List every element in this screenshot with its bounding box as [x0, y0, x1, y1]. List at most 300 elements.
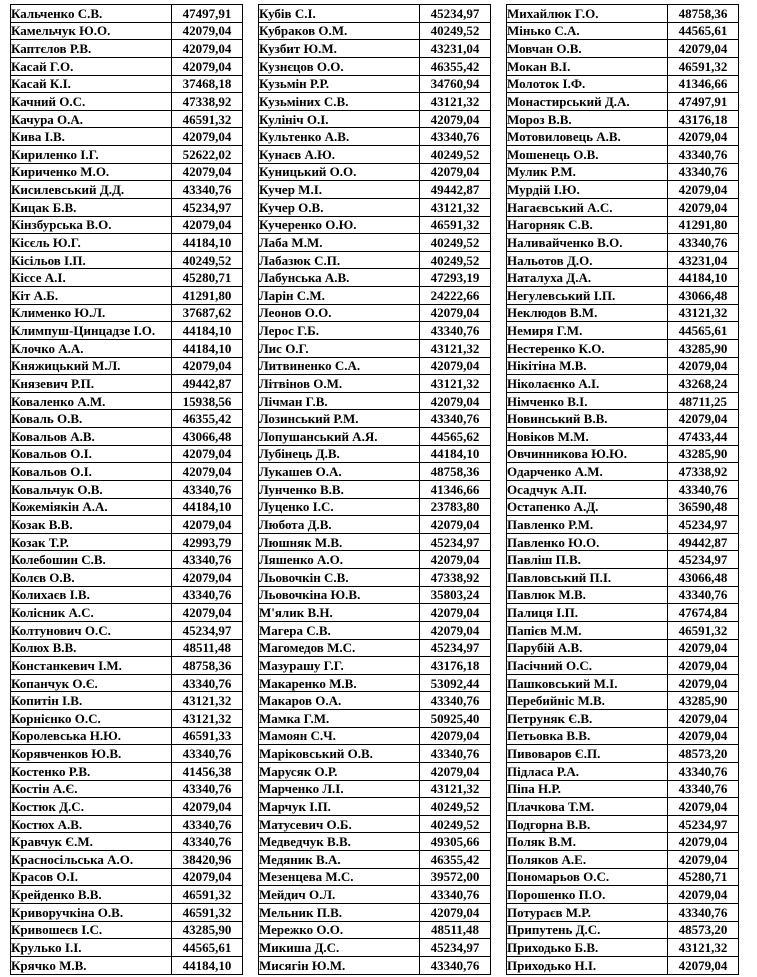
amount-cell: 42079,04 — [668, 181, 739, 199]
person-name-cell: Куницький О.О. — [259, 163, 420, 181]
amount-cell: 50925,40 — [420, 710, 491, 728]
table-row — [259, 657, 491, 675]
amount-cell: 36590,48 — [668, 498, 739, 516]
amount-cell: 42079,04 — [420, 621, 491, 639]
table-row — [11, 657, 243, 675]
person-name-cell: Клименко Ю.Л. — [11, 304, 172, 322]
table-row — [507, 815, 739, 833]
table-row — [507, 181, 739, 199]
amount-cell: 42079,04 — [172, 22, 243, 40]
table-row — [11, 886, 243, 904]
amount-cell: 43121,32 — [420, 93, 491, 111]
table-row — [11, 639, 243, 657]
table-row — [259, 445, 491, 463]
table-row — [11, 269, 243, 287]
table-row — [507, 410, 739, 428]
person-name-cell: Костюх А.В. — [11, 815, 172, 833]
amount-cell: 24222,66 — [420, 287, 491, 305]
table-row — [259, 780, 491, 798]
table-row — [259, 833, 491, 851]
amount-cell: 49442,87 — [172, 375, 243, 393]
person-name-cell: Подгорна В.В. — [507, 815, 668, 833]
person-name-cell: Піпа Н.Р. — [507, 780, 668, 798]
person-name-cell: Осадчук А.П. — [507, 480, 668, 498]
amount-cell: 42079,04 — [172, 569, 243, 587]
table-row — [259, 727, 491, 745]
table-row — [507, 339, 739, 357]
amount-cell: 44184,10 — [172, 322, 243, 340]
amount-cell: 41291,80 — [172, 287, 243, 305]
table-row — [507, 463, 739, 481]
amount-cell: 47674,84 — [668, 604, 739, 622]
person-name-cell: Колісник А.С. — [11, 604, 172, 622]
person-name-cell: Костенко Р.В. — [11, 762, 172, 780]
amount-cell: 41456,38 — [172, 762, 243, 780]
person-name-cell: Климпуш-Цинцадзе І.О. — [11, 322, 172, 340]
amount-cell: 42079,04 — [172, 463, 243, 481]
table-row — [11, 304, 243, 322]
amount-cell: 42079,04 — [668, 798, 739, 816]
amount-cell: 34760,94 — [420, 75, 491, 93]
person-name-cell: Маріковський О.В. — [259, 745, 420, 763]
person-name-cell: Крячко М.В. — [11, 956, 172, 974]
amount-cell: 42079,04 — [420, 551, 491, 569]
table-row — [259, 339, 491, 357]
table-row — [507, 216, 739, 234]
amount-cell: 43066,48 — [668, 287, 739, 305]
table-row — [259, 621, 491, 639]
table-row — [11, 745, 243, 763]
amount-cell: 47497,91 — [668, 93, 739, 111]
table-row — [11, 604, 243, 622]
table-row — [11, 445, 243, 463]
table-row — [259, 886, 491, 904]
table-row — [11, 181, 243, 199]
amount-cell: 45234,97 — [420, 5, 491, 23]
table-row — [11, 762, 243, 780]
person-name-cell: Німченко В.І. — [507, 392, 668, 410]
amount-cell: 42079,04 — [172, 868, 243, 886]
person-name-cell: Козак Т.Р. — [11, 533, 172, 551]
amount-cell: 48511,48 — [172, 639, 243, 657]
person-name-cell: Кривошеєв І.С. — [11, 921, 172, 939]
table-row — [507, 498, 739, 516]
table-row — [259, 551, 491, 569]
amount-cell: 42079,04 — [420, 110, 491, 128]
amount-cell: 44184,10 — [172, 498, 243, 516]
table-row — [11, 798, 243, 816]
amount-cell: 45234,97 — [668, 551, 739, 569]
amount-cell: 41346,66 — [420, 480, 491, 498]
table-row — [11, 216, 243, 234]
amount-cell: 46355,42 — [172, 410, 243, 428]
person-name-cell: Неклюдов В.М. — [507, 304, 668, 322]
table-row — [507, 445, 739, 463]
amount-cell: 43121,32 — [420, 198, 491, 216]
table-row — [11, 903, 243, 921]
amount-cell: 43340,76 — [668, 163, 739, 181]
table-row — [11, 234, 243, 252]
person-name-cell: Макаров О.А. — [259, 692, 420, 710]
person-name-cell: Кузьмін Р.Р. — [259, 75, 420, 93]
table-row — [507, 851, 739, 869]
table-row — [259, 868, 491, 886]
amount-cell: 43340,76 — [172, 181, 243, 199]
amount-cell: 45280,71 — [172, 269, 243, 287]
table-row — [259, 815, 491, 833]
table-row — [259, 375, 491, 393]
amount-cell: 48711,25 — [668, 392, 739, 410]
table-row — [259, 480, 491, 498]
table-row — [507, 146, 739, 164]
person-name-cell: Ляшенко А.О. — [259, 551, 420, 569]
table-row — [11, 93, 243, 111]
amount-cell: 42079,04 — [668, 639, 739, 657]
amount-cell: 42079,04 — [668, 886, 739, 904]
person-name-cell: Литвиненко С.А. — [259, 357, 420, 375]
amount-cell: 40249,52 — [420, 146, 491, 164]
table-row — [507, 128, 739, 146]
person-name-cell: Павловський П.І. — [507, 569, 668, 587]
person-name-cell: Поляк В.М. — [507, 833, 668, 851]
table-row — [259, 762, 491, 780]
table-row — [11, 710, 243, 728]
table-row — [259, 304, 491, 322]
person-name-cell: Лабазюк С.П. — [259, 251, 420, 269]
table-row — [259, 586, 491, 604]
person-name-cell: Кузнєцов О.О. — [259, 57, 420, 75]
amount-cell: 42079,04 — [420, 903, 491, 921]
person-name-cell: Ковальов О.І. — [11, 463, 172, 481]
amount-cell: 42079,04 — [668, 657, 739, 675]
amount-cell: 46591,32 — [668, 57, 739, 75]
amount-cell: 45234,97 — [172, 198, 243, 216]
table-row — [11, 674, 243, 692]
table-row — [507, 586, 739, 604]
person-name-cell: Новинський В.В. — [507, 410, 668, 428]
amount-cell: 43121,32 — [668, 939, 739, 957]
amount-cell: 43285,90 — [668, 445, 739, 463]
table-row — [259, 498, 491, 516]
amount-cell: 43340,76 — [420, 886, 491, 904]
person-name-cell: Мамка Г.М. — [259, 710, 420, 728]
person-name-cell: Лис О.Г. — [259, 339, 420, 357]
amount-cell: 43285,90 — [668, 339, 739, 357]
person-name-cell: Кісільов І.П. — [11, 251, 172, 269]
person-name-cell: Монастирський Д.А. — [507, 93, 668, 111]
amount-cell: 47497,91 — [172, 5, 243, 23]
amount-cell: 42079,04 — [172, 57, 243, 75]
table-row — [507, 251, 739, 269]
salary-table-middle — [258, 4, 491, 975]
person-name-cell: Петруняк Є.В. — [507, 710, 668, 728]
person-name-cell: Колихаєв І.В. — [11, 586, 172, 604]
table-row — [259, 146, 491, 164]
amount-cell: 42079,04 — [668, 851, 739, 869]
person-name-cell: Мулик Р.М. — [507, 163, 668, 181]
person-name-cell: Ковальчук О.В. — [11, 480, 172, 498]
amount-cell: 43340,76 — [172, 480, 243, 498]
person-name-cell: Папієв М.М. — [507, 621, 668, 639]
person-name-cell: Лаба М.М. — [259, 234, 420, 252]
table-row — [11, 287, 243, 305]
person-name-cell: Новіков М.М. — [507, 428, 668, 446]
amount-cell: 40249,52 — [420, 815, 491, 833]
amount-cell: 40249,52 — [420, 22, 491, 40]
table-row — [507, 93, 739, 111]
person-name-cell: Мурдій І.Ю. — [507, 181, 668, 199]
table-row — [507, 428, 739, 446]
person-name-cell: Магомедов М.С. — [259, 639, 420, 657]
person-name-cell: Марчук І.П. — [259, 798, 420, 816]
person-name-cell: Приходько Б.В. — [507, 939, 668, 957]
table-row — [11, 533, 243, 551]
person-name-cell: Корявченков Ю.В. — [11, 745, 172, 763]
person-name-cell: Красов О.І. — [11, 868, 172, 886]
amount-cell: 47338,92 — [172, 93, 243, 111]
person-name-cell: Ковальов О.І. — [11, 445, 172, 463]
table-row — [11, 586, 243, 604]
person-name-cell: Овчинникова Ю.Ю. — [507, 445, 668, 463]
person-name-cell: Кива І.В. — [11, 128, 172, 146]
amount-cell: 43285,90 — [172, 921, 243, 939]
table-row — [507, 639, 739, 657]
salary-table-right — [506, 4, 739, 975]
person-name-cell: Лубінець Д.В. — [259, 445, 420, 463]
amount-cell: 46591,32 — [668, 621, 739, 639]
person-name-cell: Княжицький М.Л. — [11, 357, 172, 375]
table-row — [11, 339, 243, 357]
amount-cell: 42079,04 — [172, 128, 243, 146]
amount-cell: 46355,42 — [420, 851, 491, 869]
amount-cell: 43340,76 — [172, 833, 243, 851]
person-name-cell: Королевська Н.Ю. — [11, 727, 172, 745]
table-row — [11, 621, 243, 639]
person-name-cell: Пасічний О.С. — [507, 657, 668, 675]
person-name-cell: Льовочкіна Ю.В. — [259, 586, 420, 604]
person-name-cell: Кучер О.В. — [259, 198, 420, 216]
amount-cell: 42079,04 — [420, 604, 491, 622]
table-row — [507, 287, 739, 305]
table-row — [11, 146, 243, 164]
person-name-cell: Марусяк О.Р. — [259, 762, 420, 780]
amount-cell: 43340,76 — [172, 551, 243, 569]
amount-cell: 15938,56 — [172, 392, 243, 410]
salary-table-right-body — [507, 5, 739, 975]
amount-cell: 37468,18 — [172, 75, 243, 93]
amount-cell: 40249,52 — [420, 251, 491, 269]
person-name-cell: Палиця І.П. — [507, 604, 668, 622]
amount-cell: 23783,80 — [420, 498, 491, 516]
table-row — [259, 710, 491, 728]
person-name-cell: Нагаєвський А.С. — [507, 198, 668, 216]
amount-cell: 43066,48 — [668, 569, 739, 587]
person-name-cell: Кожеміякін А.А. — [11, 498, 172, 516]
amount-cell: 42079,04 — [172, 163, 243, 181]
person-name-cell: Крейденко В.В. — [11, 886, 172, 904]
amount-cell: 43176,18 — [668, 110, 739, 128]
table-row — [507, 533, 739, 551]
amount-cell: 44184,10 — [172, 234, 243, 252]
person-name-cell: Мокан В.І. — [507, 57, 668, 75]
table-row — [11, 516, 243, 534]
amount-cell: 44565,61 — [172, 939, 243, 957]
person-name-cell: Лукашев О.А. — [259, 463, 420, 481]
person-name-cell: Лерос Г.Б. — [259, 322, 420, 340]
amount-cell: 43066,48 — [172, 428, 243, 446]
salary-table-left — [10, 4, 243, 975]
amount-cell: 43340,76 — [668, 762, 739, 780]
table-row — [507, 322, 739, 340]
person-name-cell: Мережко О.О. — [259, 921, 420, 939]
table-row — [507, 357, 739, 375]
person-name-cell: Клочко А.А. — [11, 339, 172, 357]
person-name-cell: Ніколаєнко А.І. — [507, 375, 668, 393]
amount-cell: 48511,48 — [420, 921, 491, 939]
amount-cell: 42993,79 — [172, 533, 243, 551]
amount-cell: 40249,52 — [420, 798, 491, 816]
amount-cell: 42079,04 — [172, 445, 243, 463]
table-row — [11, 727, 243, 745]
person-name-cell: Мазурашу Г.Г. — [259, 657, 420, 675]
table-row — [259, 428, 491, 446]
person-name-cell: Матусевич О.Б. — [259, 815, 420, 833]
table-row — [259, 110, 491, 128]
table-row — [11, 322, 243, 340]
table-row — [507, 480, 739, 498]
table-row — [11, 428, 243, 446]
person-name-cell: Лічман Г.В. — [259, 392, 420, 410]
amount-cell: 48758,36 — [420, 463, 491, 481]
person-name-cell: Кучеренко О.Ю. — [259, 216, 420, 234]
amount-cell: 43285,90 — [668, 692, 739, 710]
amount-cell: 42079,04 — [172, 357, 243, 375]
amount-cell: 43231,04 — [420, 40, 491, 58]
amount-cell: 42079,04 — [668, 198, 739, 216]
person-name-cell: Корнієнко О.С. — [11, 710, 172, 728]
amount-cell: 44184,10 — [420, 445, 491, 463]
table-row — [11, 939, 243, 957]
person-name-cell: Мошенець О.В. — [507, 146, 668, 164]
table-row — [11, 40, 243, 58]
amount-cell: 46355,42 — [420, 57, 491, 75]
amount-cell: 44184,10 — [172, 339, 243, 357]
amount-cell: 42079,04 — [668, 833, 739, 851]
person-name-cell: Костін А.Є. — [11, 780, 172, 798]
person-name-cell: Мотовиловець А.В. — [507, 128, 668, 146]
person-name-cell: Мезенцева М.С. — [259, 868, 420, 886]
person-name-cell: Красносільська А.О. — [11, 851, 172, 869]
person-name-cell: Мисягін Ю.М. — [259, 956, 420, 974]
person-name-cell: Кравчук Є.М. — [11, 833, 172, 851]
person-name-cell: Павліш П.В. — [507, 551, 668, 569]
amount-cell: 46591,33 — [172, 727, 243, 745]
person-name-cell: Негулевський І.П. — [507, 287, 668, 305]
amount-cell: 35803,24 — [420, 586, 491, 604]
person-name-cell: Кубраков О.М. — [259, 22, 420, 40]
table-row — [11, 815, 243, 833]
table-row — [11, 198, 243, 216]
amount-cell: 42079,04 — [172, 216, 243, 234]
table-row — [507, 727, 739, 745]
table-row — [507, 5, 739, 23]
table-row — [259, 745, 491, 763]
person-name-cell: Петьовка В.В. — [507, 727, 668, 745]
table-row — [259, 322, 491, 340]
amount-cell: 45234,97 — [420, 533, 491, 551]
table-row — [259, 516, 491, 534]
person-name-cell: Кіссе А.І. — [11, 269, 172, 287]
amount-cell: 41291,80 — [668, 216, 739, 234]
person-name-cell: Кириленко І.Г. — [11, 146, 172, 164]
table-row — [507, 110, 739, 128]
person-name-cell: Медведчук В.В. — [259, 833, 420, 851]
amount-cell: 43121,32 — [172, 692, 243, 710]
table-row — [507, 22, 739, 40]
person-name-cell: Плачкова Т.М. — [507, 798, 668, 816]
amount-cell: 43340,76 — [172, 780, 243, 798]
amount-cell: 38420,96 — [172, 851, 243, 869]
table-row — [259, 939, 491, 957]
table-row — [259, 75, 491, 93]
amount-cell: 43340,76 — [172, 815, 243, 833]
amount-cell: 43121,32 — [420, 375, 491, 393]
amount-cell: 53092,44 — [420, 674, 491, 692]
amount-cell: 44565,61 — [668, 322, 739, 340]
table-row — [259, 163, 491, 181]
person-name-cell: Підласа Р.А. — [507, 762, 668, 780]
amount-cell: 46591,32 — [420, 216, 491, 234]
amount-cell: 43176,18 — [420, 657, 491, 675]
amount-cell: 42079,04 — [668, 710, 739, 728]
table-row — [259, 287, 491, 305]
amount-cell: 41346,66 — [668, 75, 739, 93]
amount-cell: 47293,19 — [420, 269, 491, 287]
amount-cell: 49442,87 — [668, 533, 739, 551]
table-row — [259, 40, 491, 58]
person-name-cell: Льовочкін С.В. — [259, 569, 420, 587]
amount-cell: 42079,04 — [668, 128, 739, 146]
amount-cell: 47338,92 — [420, 569, 491, 587]
table-row — [507, 621, 739, 639]
person-name-cell: Мельник П.В. — [259, 903, 420, 921]
person-name-cell: Павленко Ю.О. — [507, 533, 668, 551]
amount-cell: 45280,71 — [668, 868, 739, 886]
person-name-cell: Культенко А.В. — [259, 128, 420, 146]
table-row — [259, 569, 491, 587]
person-name-cell: Кісєль Ю.Г. — [11, 234, 172, 252]
amount-cell: 42079,04 — [172, 604, 243, 622]
person-name-cell: Нальотов Д.О. — [507, 251, 668, 269]
amount-cell: 42079,04 — [420, 357, 491, 375]
table-row — [259, 639, 491, 657]
amount-cell: 43340,76 — [668, 234, 739, 252]
person-name-cell: Кириченко М.О. — [11, 163, 172, 181]
person-name-cell: Костюк Д.С. — [11, 798, 172, 816]
amount-cell: 43340,76 — [420, 322, 491, 340]
person-name-cell: Макаренко М.В. — [259, 674, 420, 692]
person-name-cell: Остапенко А.Д. — [507, 498, 668, 516]
person-name-cell: Приходько Н.І. — [507, 956, 668, 974]
amount-cell: 42079,04 — [172, 516, 243, 534]
table-row — [507, 745, 739, 763]
table-row — [11, 569, 243, 587]
amount-cell: 48573,20 — [668, 921, 739, 939]
person-name-cell: Князевич Р.П. — [11, 375, 172, 393]
amount-cell: 42079,04 — [668, 357, 739, 375]
person-name-cell: Микиша Д.С. — [259, 939, 420, 957]
person-name-cell: Пивоваров Є.П. — [507, 745, 668, 763]
